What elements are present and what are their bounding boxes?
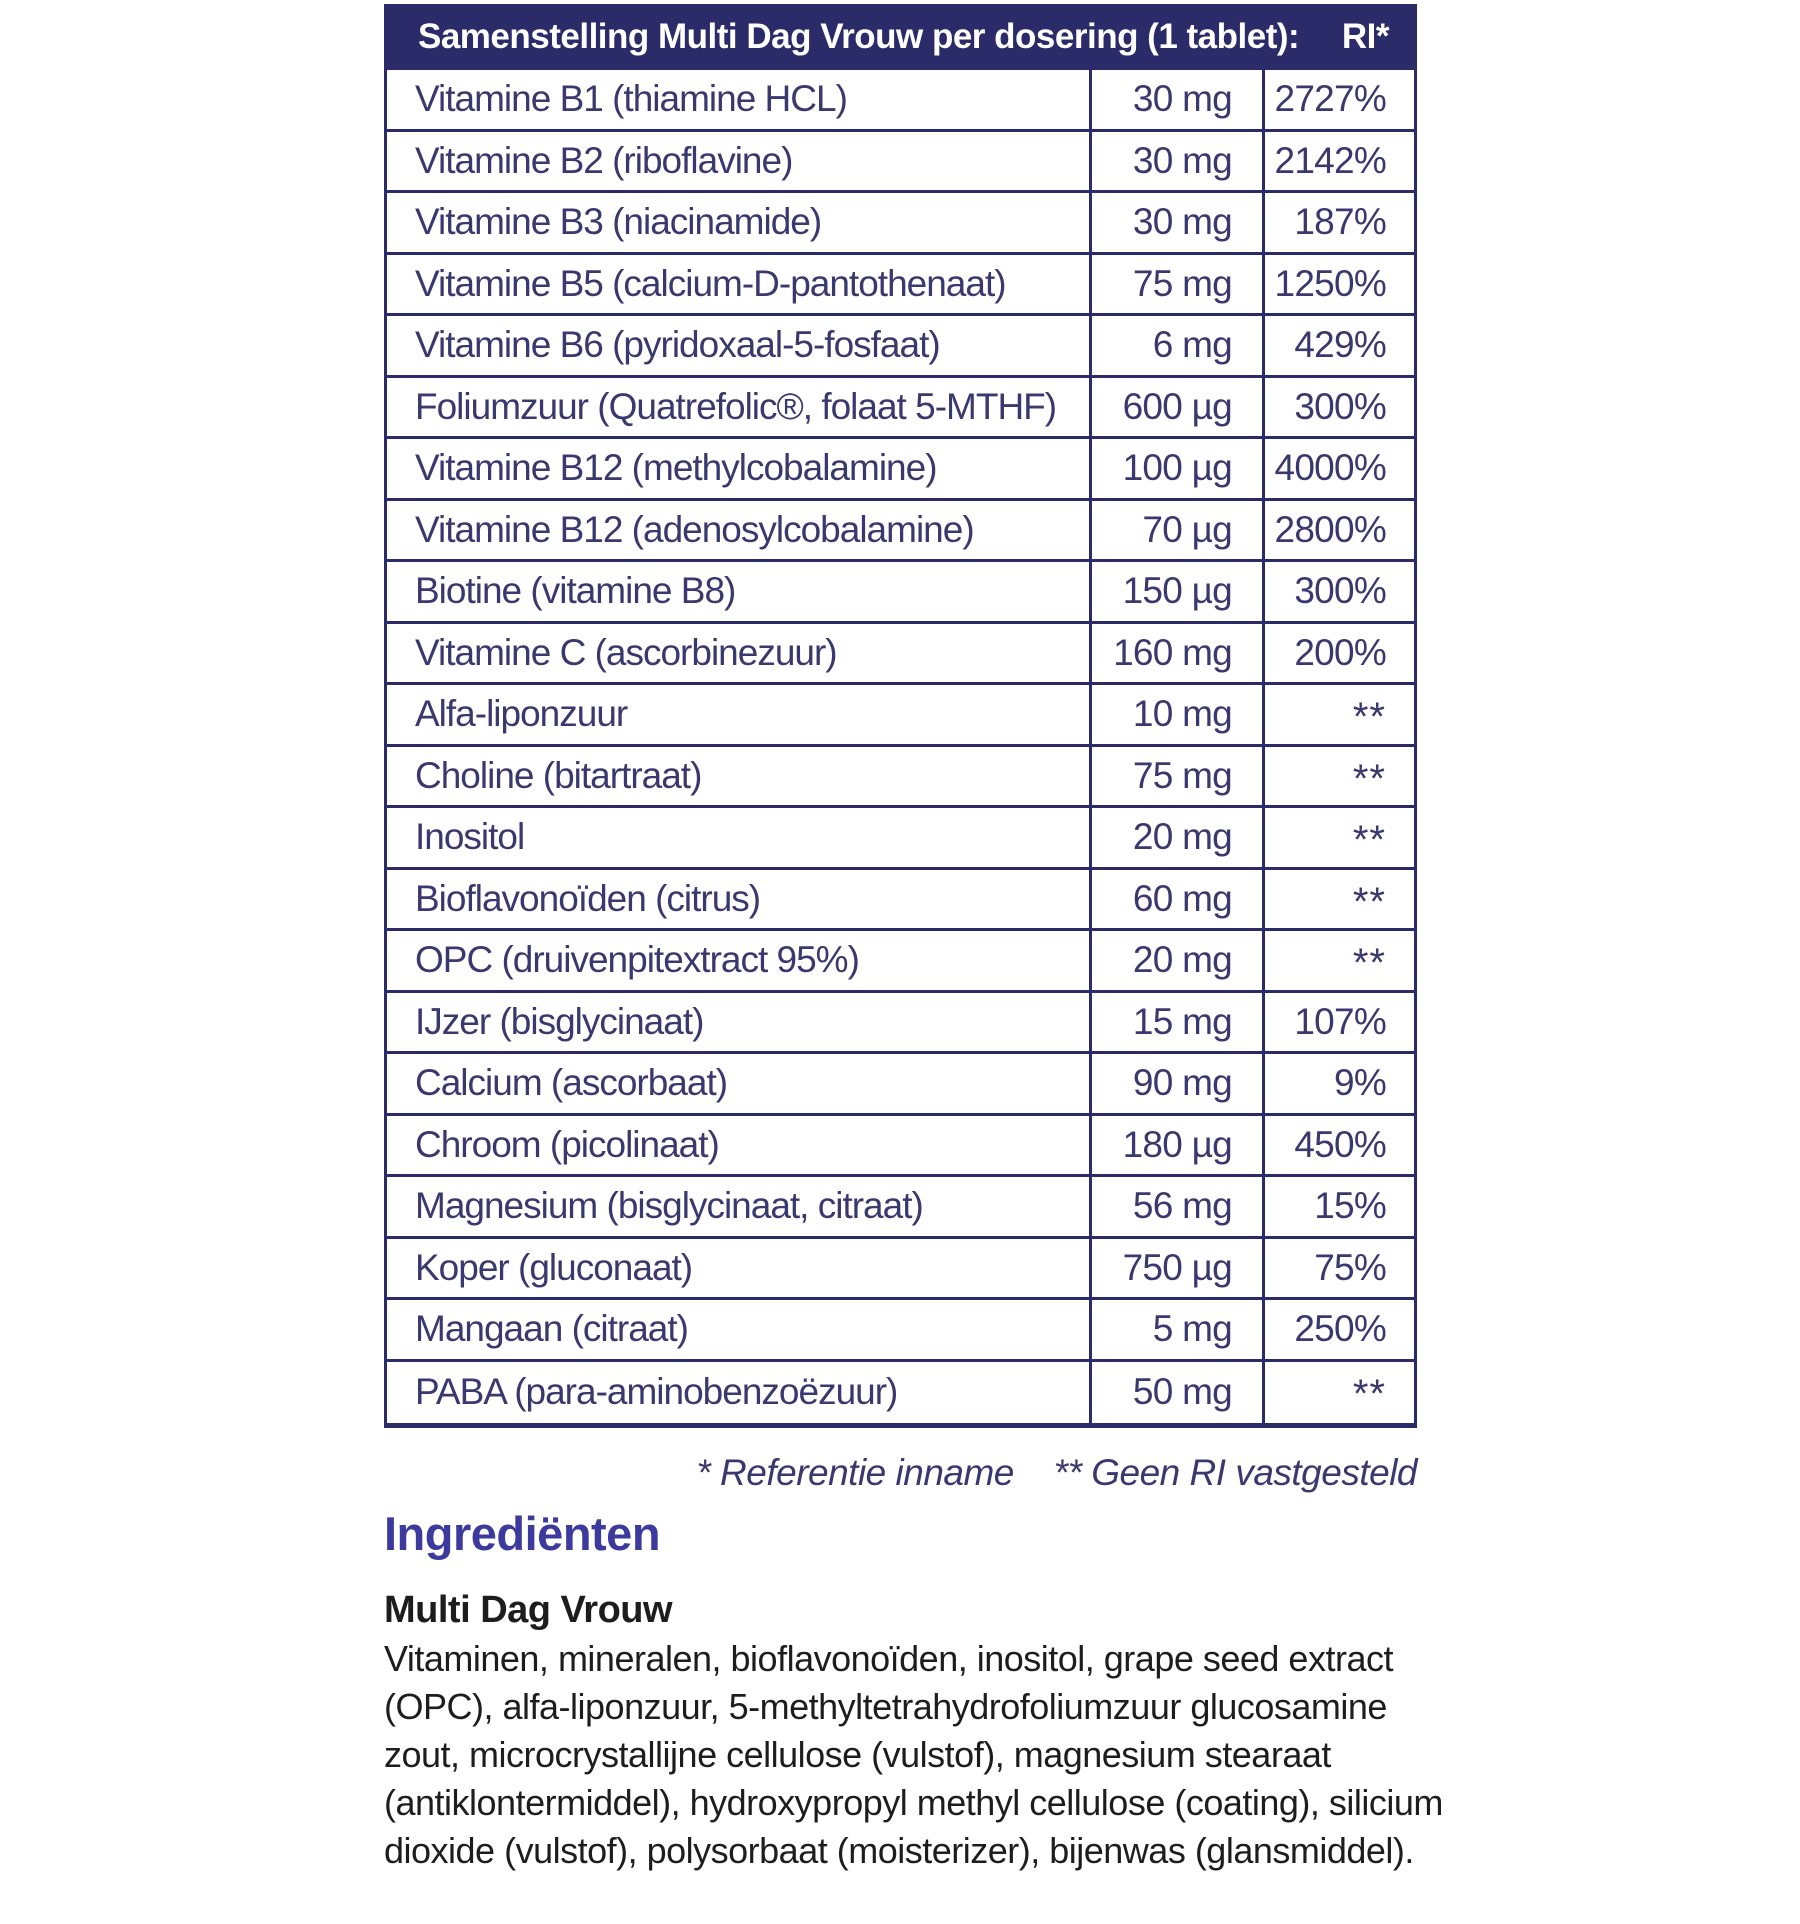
nutrient-name: Inositol: [415, 816, 525, 858]
table-row: [387, 931, 1414, 993]
table-row: [387, 70, 1414, 132]
nutrient-name: Choline (bitartraat): [415, 754, 702, 796]
nutrient-ri-value: 75%: [1262, 1239, 1414, 1298]
nutrient-name: Vitamine B2 (riboflavine): [415, 139, 793, 181]
nutrient-name: Koper (gluconaat): [415, 1246, 693, 1288]
nutrient-name: Foliumzuur (Quatrefolic®, folaat 5-MTHF): [415, 385, 1057, 427]
ingredients-heading: Ingrediënten: [384, 1507, 661, 1560]
nutrient-ri-value: **: [1262, 931, 1414, 990]
nutrient-ri-value: 450%: [1262, 1116, 1414, 1175]
nutrient-amount: 75 mg: [1089, 747, 1262, 806]
nutrient-amount: 150 µg: [1089, 562, 1262, 621]
nutrient-amount: 6 mg: [1089, 316, 1262, 375]
nutrient-amount: 30 mg: [1089, 132, 1262, 191]
table-row: [387, 255, 1414, 317]
ingredients-description: Vitaminen, mineralen, bioflavonoïden, inositol, grape seed extract (OPC), alfa-liponzuur, 5-methyltetrahydrofoliumzuur glucosamine zout, microcrystallijne cellulose (vulstof), magnesium stearaat (antiklontermiddel), hydroxypropyl methyl cellulose (coating), silicium dioxide (vulstof), polysorbaat (moisterizer), bijenwas (glansmiddel).: [384, 1638, 1443, 1871]
composition-table: [384, 4, 1417, 1428]
nutrient-amount: 15 mg: [1089, 993, 1262, 1052]
table-row: [387, 193, 1414, 255]
table-row: [387, 808, 1414, 870]
nutrient-amount: 5 mg: [1089, 1300, 1262, 1359]
nutrient-name: Vitamine B5 (calcium-D-pantothenaat): [415, 262, 1006, 304]
nutrient-ri-value: 300%: [1262, 378, 1414, 437]
product-name: Multi Dag Vrouw: [384, 1589, 673, 1631]
nutrient-name: Magnesium (bisglycinaat, citraat): [415, 1185, 923, 1227]
nutrient-amount: 20 mg: [1089, 931, 1262, 990]
nutrient-ri-value: 187%: [1262, 193, 1414, 252]
nutrient-ri-value: 2142%: [1262, 132, 1414, 191]
composition-table-body: [384, 70, 1417, 1428]
nutrient-ri-value: 429%: [1262, 316, 1414, 375]
nutrient-ri-value: 250%: [1262, 1300, 1414, 1359]
nutrient-ri-value: 1250%: [1262, 255, 1414, 314]
table-title: Samenstelling Multi Dag Vrouw per dosering (1 tablet):: [418, 17, 1300, 56]
footnote-no-ri: ** Geen RI vastgesteld: [1053, 1452, 1417, 1493]
table-row: [387, 132, 1414, 194]
nutrient-amount: 180 µg: [1089, 1116, 1262, 1175]
nutrient-amount: 30 mg: [1089, 70, 1262, 129]
nutrient-name: IJzer (bisglycinaat): [415, 1000, 704, 1042]
table-row: [387, 562, 1414, 624]
nutrient-amount: 750 µg: [1089, 1239, 1262, 1298]
table-row: [387, 378, 1414, 440]
table-row: [387, 439, 1414, 501]
nutrient-ri-value: 2800%: [1262, 501, 1414, 560]
table-row: [387, 1054, 1414, 1116]
table-row: [387, 685, 1414, 747]
table-row: [387, 316, 1414, 378]
table-row: [387, 1177, 1414, 1239]
nutrient-amount: 75 mg: [1089, 255, 1262, 314]
nutrient-ri-value: 9%: [1262, 1054, 1414, 1113]
nutrient-name: Vitamine B12 (methylcobalamine): [415, 447, 937, 489]
nutrient-ri-value: **: [1262, 870, 1414, 929]
nutrient-name: OPC (druivenpitextract 95%): [415, 939, 859, 981]
nutrient-ri-value: **: [1262, 1362, 1414, 1424]
composition-table-header: [384, 4, 1417, 70]
nutrient-name: Bioflavonoïden (citrus): [415, 877, 761, 919]
nutrient-name: PABA (para-aminobenzoëzuur): [415, 1371, 898, 1413]
footnote-reference-intake: * Referentie inname: [696, 1452, 1014, 1493]
table-row: [387, 1362, 1414, 1424]
ingredients-section: [384, 1506, 1504, 1875]
nutrient-amount: 56 mg: [1089, 1177, 1262, 1236]
nutrient-name: Calcium (ascorbaat): [415, 1062, 728, 1104]
nutrient-ri-value: 15%: [1262, 1177, 1414, 1236]
table-row: [387, 1300, 1414, 1362]
nutrient-ri-value: **: [1262, 747, 1414, 806]
nutrient-ri-value: 107%: [1262, 993, 1414, 1052]
nutrient-ri-value: **: [1262, 808, 1414, 867]
nutrient-amount: 160 mg: [1089, 624, 1262, 683]
nutrient-amount: 600 µg: [1089, 378, 1262, 437]
nutrient-name: Biotine (vitamine B8): [415, 570, 736, 612]
table-row: [387, 870, 1414, 932]
nutrient-name: Vitamine C (ascorbinezuur): [415, 631, 837, 673]
table-row: [387, 624, 1414, 686]
nutrient-name: Vitamine B6 (pyridoxaal-5-fosfaat): [415, 324, 940, 366]
nutrient-amount: 100 µg: [1089, 439, 1262, 498]
nutrient-amount: 20 mg: [1089, 808, 1262, 867]
nutrient-ri-value: 2727%: [1262, 70, 1414, 129]
nutrient-amount: 90 mg: [1089, 1054, 1262, 1113]
nutrient-amount: 30 mg: [1089, 193, 1262, 252]
nutrient-name: Chroom (picolinaat): [415, 1123, 719, 1165]
table-row: [387, 1239, 1414, 1301]
nutrient-ri-value: 200%: [1262, 624, 1414, 683]
nutrient-ri-value: **: [1262, 685, 1414, 744]
nutrient-name: Vitamine B3 (niacinamide): [415, 201, 822, 243]
nutrient-name: Mangaan (citraat): [415, 1308, 688, 1350]
nutrient-name: Alfa-liponzuur: [415, 693, 628, 735]
table-row: [387, 1116, 1414, 1178]
nutrient-amount: 50 mg: [1089, 1362, 1262, 1424]
table-row: [387, 993, 1414, 1055]
nutrient-amount: 10 mg: [1089, 685, 1262, 744]
nutrient-name: Vitamine B12 (adenosylcobalamine): [415, 508, 974, 550]
nutrient-ri-value: 300%: [1262, 562, 1414, 621]
nutrient-amount: 70 µg: [1089, 501, 1262, 560]
nutrient-ri-value: 4000%: [1262, 439, 1414, 498]
table-row: [387, 747, 1414, 809]
ri-column-header: RI*: [1341, 17, 1389, 56]
nutrient-amount: 60 mg: [1089, 870, 1262, 929]
table-footnote: [384, 1452, 1417, 1494]
table-row: [387, 501, 1414, 563]
nutrient-name: Vitamine B1 (thiamine HCL): [415, 78, 847, 120]
